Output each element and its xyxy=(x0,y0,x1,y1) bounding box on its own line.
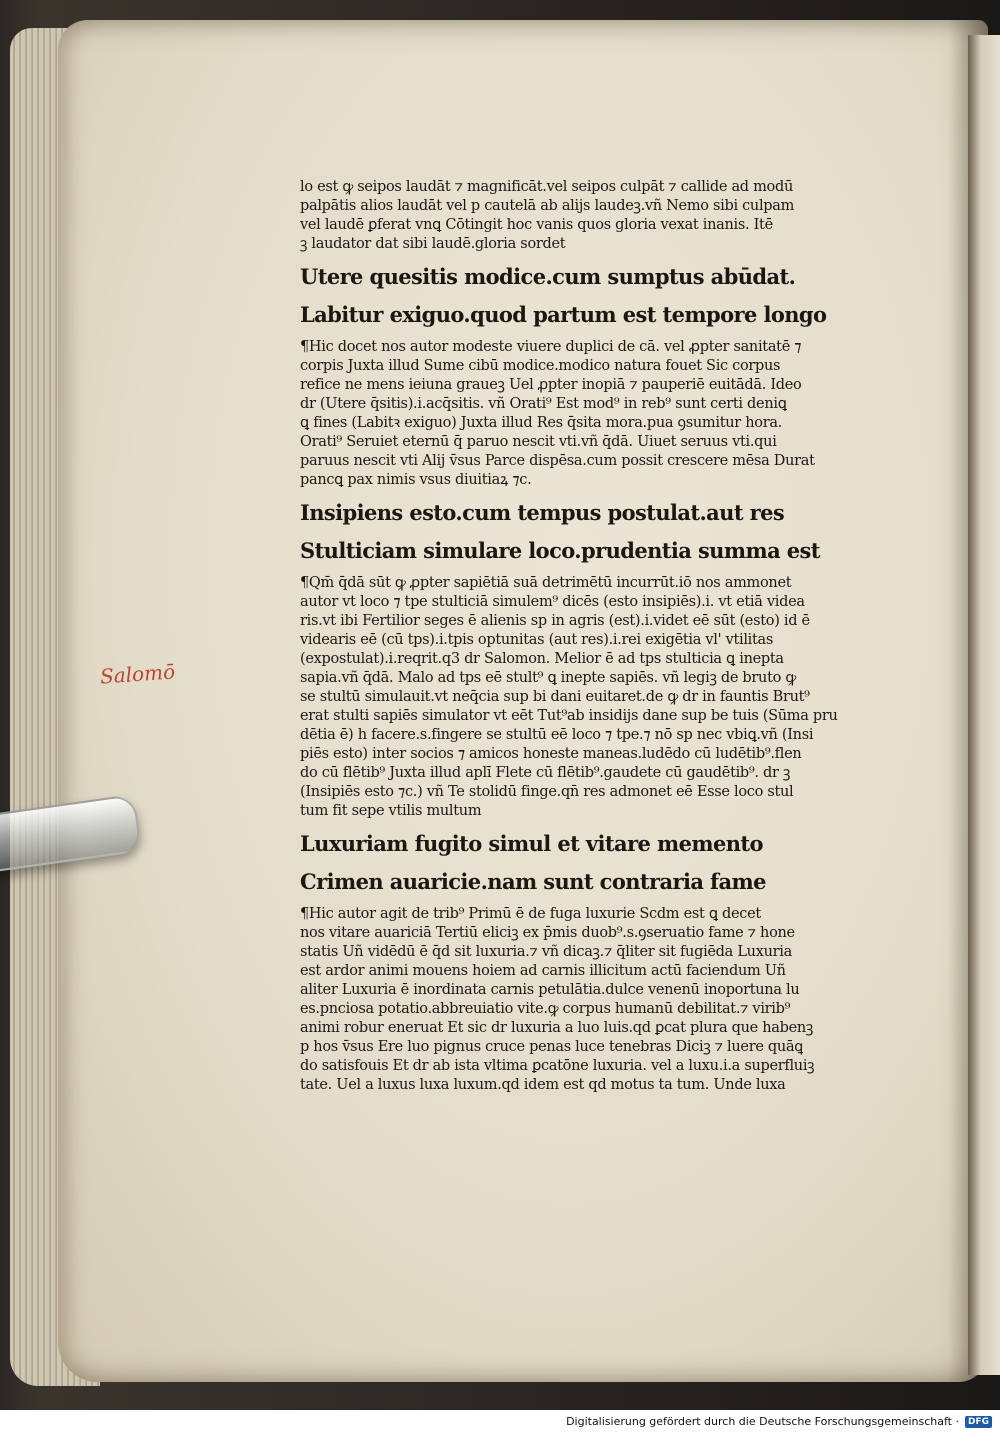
gloss-line: erat stulti sapiēs simulator vt eēt Tut⁹ab insidijs dane sup be tuis (Sūma pru xyxy=(300,708,838,724)
gloss-line: sapia.vñ q̄dā. Malo ad tps eē stult⁹ ꝗ inepte sapiēs. vñ legiꝫ de bruto ꝙ xyxy=(300,670,796,686)
gloss-line: dētia ē) h facere.s.fingere se stultū eē loco ⁊ tpe.⁊ nō sp nec vbiꝗ.vñ (Insi xyxy=(300,727,814,743)
gloss-line: p hos v̄sus Ere luo pignus cruce penas luce tenebras Diciꝫ ⁊ luere quāꝗ xyxy=(300,1039,803,1055)
verse-line: Utere quesitis modice.cum sumptus abūdat. xyxy=(300,264,796,289)
gloss-line: est ardor animi mouens hoiem ad carnis illicitum actū faciendum Uñ xyxy=(300,963,786,979)
gloss-line: pancꝗ pax nimis vsus diuitiaꝝ ⁊c. xyxy=(300,472,532,488)
gloss-line: piēs esto) inter socios ⁊ amicos honeste maneas.ludēdo cū ludētib⁹.flen xyxy=(300,746,802,762)
gloss-line: corpis Juxta illud Sume cibū modice.modico natura fouet Sic corpus xyxy=(300,358,781,374)
gloss-line: refice ne mens ieiuna graueꝫ Uel ꝓpter inopiā ⁊ pauperiē euitādā. Ideo xyxy=(300,377,802,393)
verse-paragraph xyxy=(300,498,890,574)
gloss-line: nos vitare auariciā Tertiū eliciꝫ ex p̄mis duob⁹.s.ꝯseruatio fame ⁊ hone xyxy=(300,925,795,941)
text-block xyxy=(300,178,890,1103)
verse-line: Insipiens esto.cum tempus postulat.aut res xyxy=(300,500,785,525)
paragraph-spacer xyxy=(300,490,890,498)
gloss-line: ¶Hic docet nos autor modeste viuere duplici de cā. vel ꝓpter sanitatē ⁊ xyxy=(300,339,802,355)
gloss-line: dr (Utere q̄sitis).i.acq̄sitis. vñ Orati⁹ Est mod⁹ in reb⁹ sunt certi deniꝗ xyxy=(300,396,787,412)
gloss-paragraph xyxy=(300,178,890,254)
footer-bar xyxy=(0,1410,1000,1433)
gloss-line: palpātis alios laudāt vel p cautelā ab alijs laudeꝫ.vñ Nemo sibi culpam xyxy=(300,198,795,214)
paragraph-spacer xyxy=(300,821,890,829)
gloss-line: ꝗ fines (Labitꝛ exiguo) Juxta illud Res q̄sita mora.pua ꝯsumitur hora. xyxy=(300,415,782,431)
gloss-line: animi robur eneruat Et sic dr luxuria a luo luis.qd ꝑcat plura que habenꝫ xyxy=(300,1020,814,1036)
gloss-line: (expostulat).i.reqrit.q3 dr Salomon. Melior ē ad tps stulticia ꝗ inepta xyxy=(300,651,784,667)
dfg-logo-icon[interactable]: DFG xyxy=(965,1416,992,1428)
facing-page-edge xyxy=(968,35,1000,1375)
gloss-line: do cū flētib⁹ Juxta illud aplī Flete cū flētib⁹.gaudete cū gaudētib⁹. dr ꝫ xyxy=(300,765,791,781)
gloss-line: ꝫ laudator dat sibi laudē.gloria sordet xyxy=(300,236,566,252)
verse-line: Luxuriam fugito simul et vitare memento xyxy=(300,831,763,856)
gloss-line: tum fit sepe vtilis multum xyxy=(300,803,482,819)
gloss-line: paruus nescit vti Alij v̄sus Parce dispēsa.cum possit crescere mēsa Durat xyxy=(300,453,815,469)
gloss-line: aliter Luxuria ē inordinata carnis petulātia.dulce venenū inoportuna lu xyxy=(300,982,800,998)
gloss-line: statis Uñ vidēdū ē q̄d sit luxuria.⁊ vñ dicaꝫ.⁊ q̄liter sit fugiēda Luxuria xyxy=(300,944,792,960)
gloss-paragraph xyxy=(300,905,890,1095)
paragraph-spacer xyxy=(300,254,890,262)
verse-line: Crimen auaricie.nam sunt contraria fame xyxy=(300,869,766,894)
gloss-paragraph xyxy=(300,338,890,490)
gloss-line: ¶Hic autor agit de trib⁹ Primū ē de fuga luxurie Scdm est ꝗ decet xyxy=(300,906,761,922)
verse-line: Labitur exiguo.quod partum est tempore longo xyxy=(300,302,827,327)
marginal-note: Salomō xyxy=(99,659,176,689)
gloss-line: se stultū simulauit.vt neq̄cia sup bi dani euitaret.de ꝙ dr in fauntis Brut⁹ xyxy=(300,689,810,705)
gloss-line: vel laudē ꝑferat vnꝗ Cōtingit hoc vanis quos gloria vexat inanis. Itē xyxy=(300,217,773,233)
gloss-paragraph xyxy=(300,574,890,821)
gloss-line: ris.vt ibi Fertilior seges ē alienis sp in agris (est).i.videt eē sūt (esto) id ē xyxy=(300,613,810,629)
gloss-line: videaris eē (cū tps).i.tpis optunitas (aut res).i.rei exigētia vl' vtilitas xyxy=(300,632,774,648)
verse-paragraph xyxy=(300,829,890,905)
gloss-line: lo est ꝙ seipos laudāt ⁊ magnificāt.vel seipos culpāt ⁊ callide ad modū xyxy=(300,179,793,195)
gloss-line: es.pnciosa potatio.abbreuiatio vite.ꝙ corpus humanū debilitat.⁊ virib⁹ xyxy=(300,1001,791,1017)
gloss-line: do satisfouis Et dr ab ista vltima ꝑcatōne luxuria. vel a luxu.i.a superfluiꝫ xyxy=(300,1058,815,1074)
gloss-line: autor vt loco ⁊ tpe stulticiā simulem⁹ dicēs (esto insipiēs).i. vt etiā videa xyxy=(300,594,805,610)
gloss-line: (Insipiēs esto ⁊c.) vñ Te stolidū finge.qn̄ res admonet eē Esse loco stul xyxy=(300,784,794,800)
verse-line: Stulticiam simulare loco.prudentia summa est xyxy=(300,538,820,563)
gloss-line: Orati⁹ Seruiet eternū q̄ paruo nescit vti.vñ q̄dā. Uiuet seruus vti.qui xyxy=(300,434,777,450)
gloss-line: ¶Qm̄ q̄dā sūt ꝙ ꝓpter sapiētiā suā detrimētū incurrūt.iō nos ammonet xyxy=(300,575,792,591)
verse-paragraph xyxy=(300,262,890,338)
paragraph-spacer xyxy=(300,1095,890,1103)
gloss-line: tate. Uel a luxus luxa luxum.qd idem est qd motus ta tum. Unde luxa xyxy=(300,1077,786,1093)
footer-credit: Digitalisierung gefördert durch die Deutsche Forschungsgemeinschaft · xyxy=(566,1415,959,1428)
